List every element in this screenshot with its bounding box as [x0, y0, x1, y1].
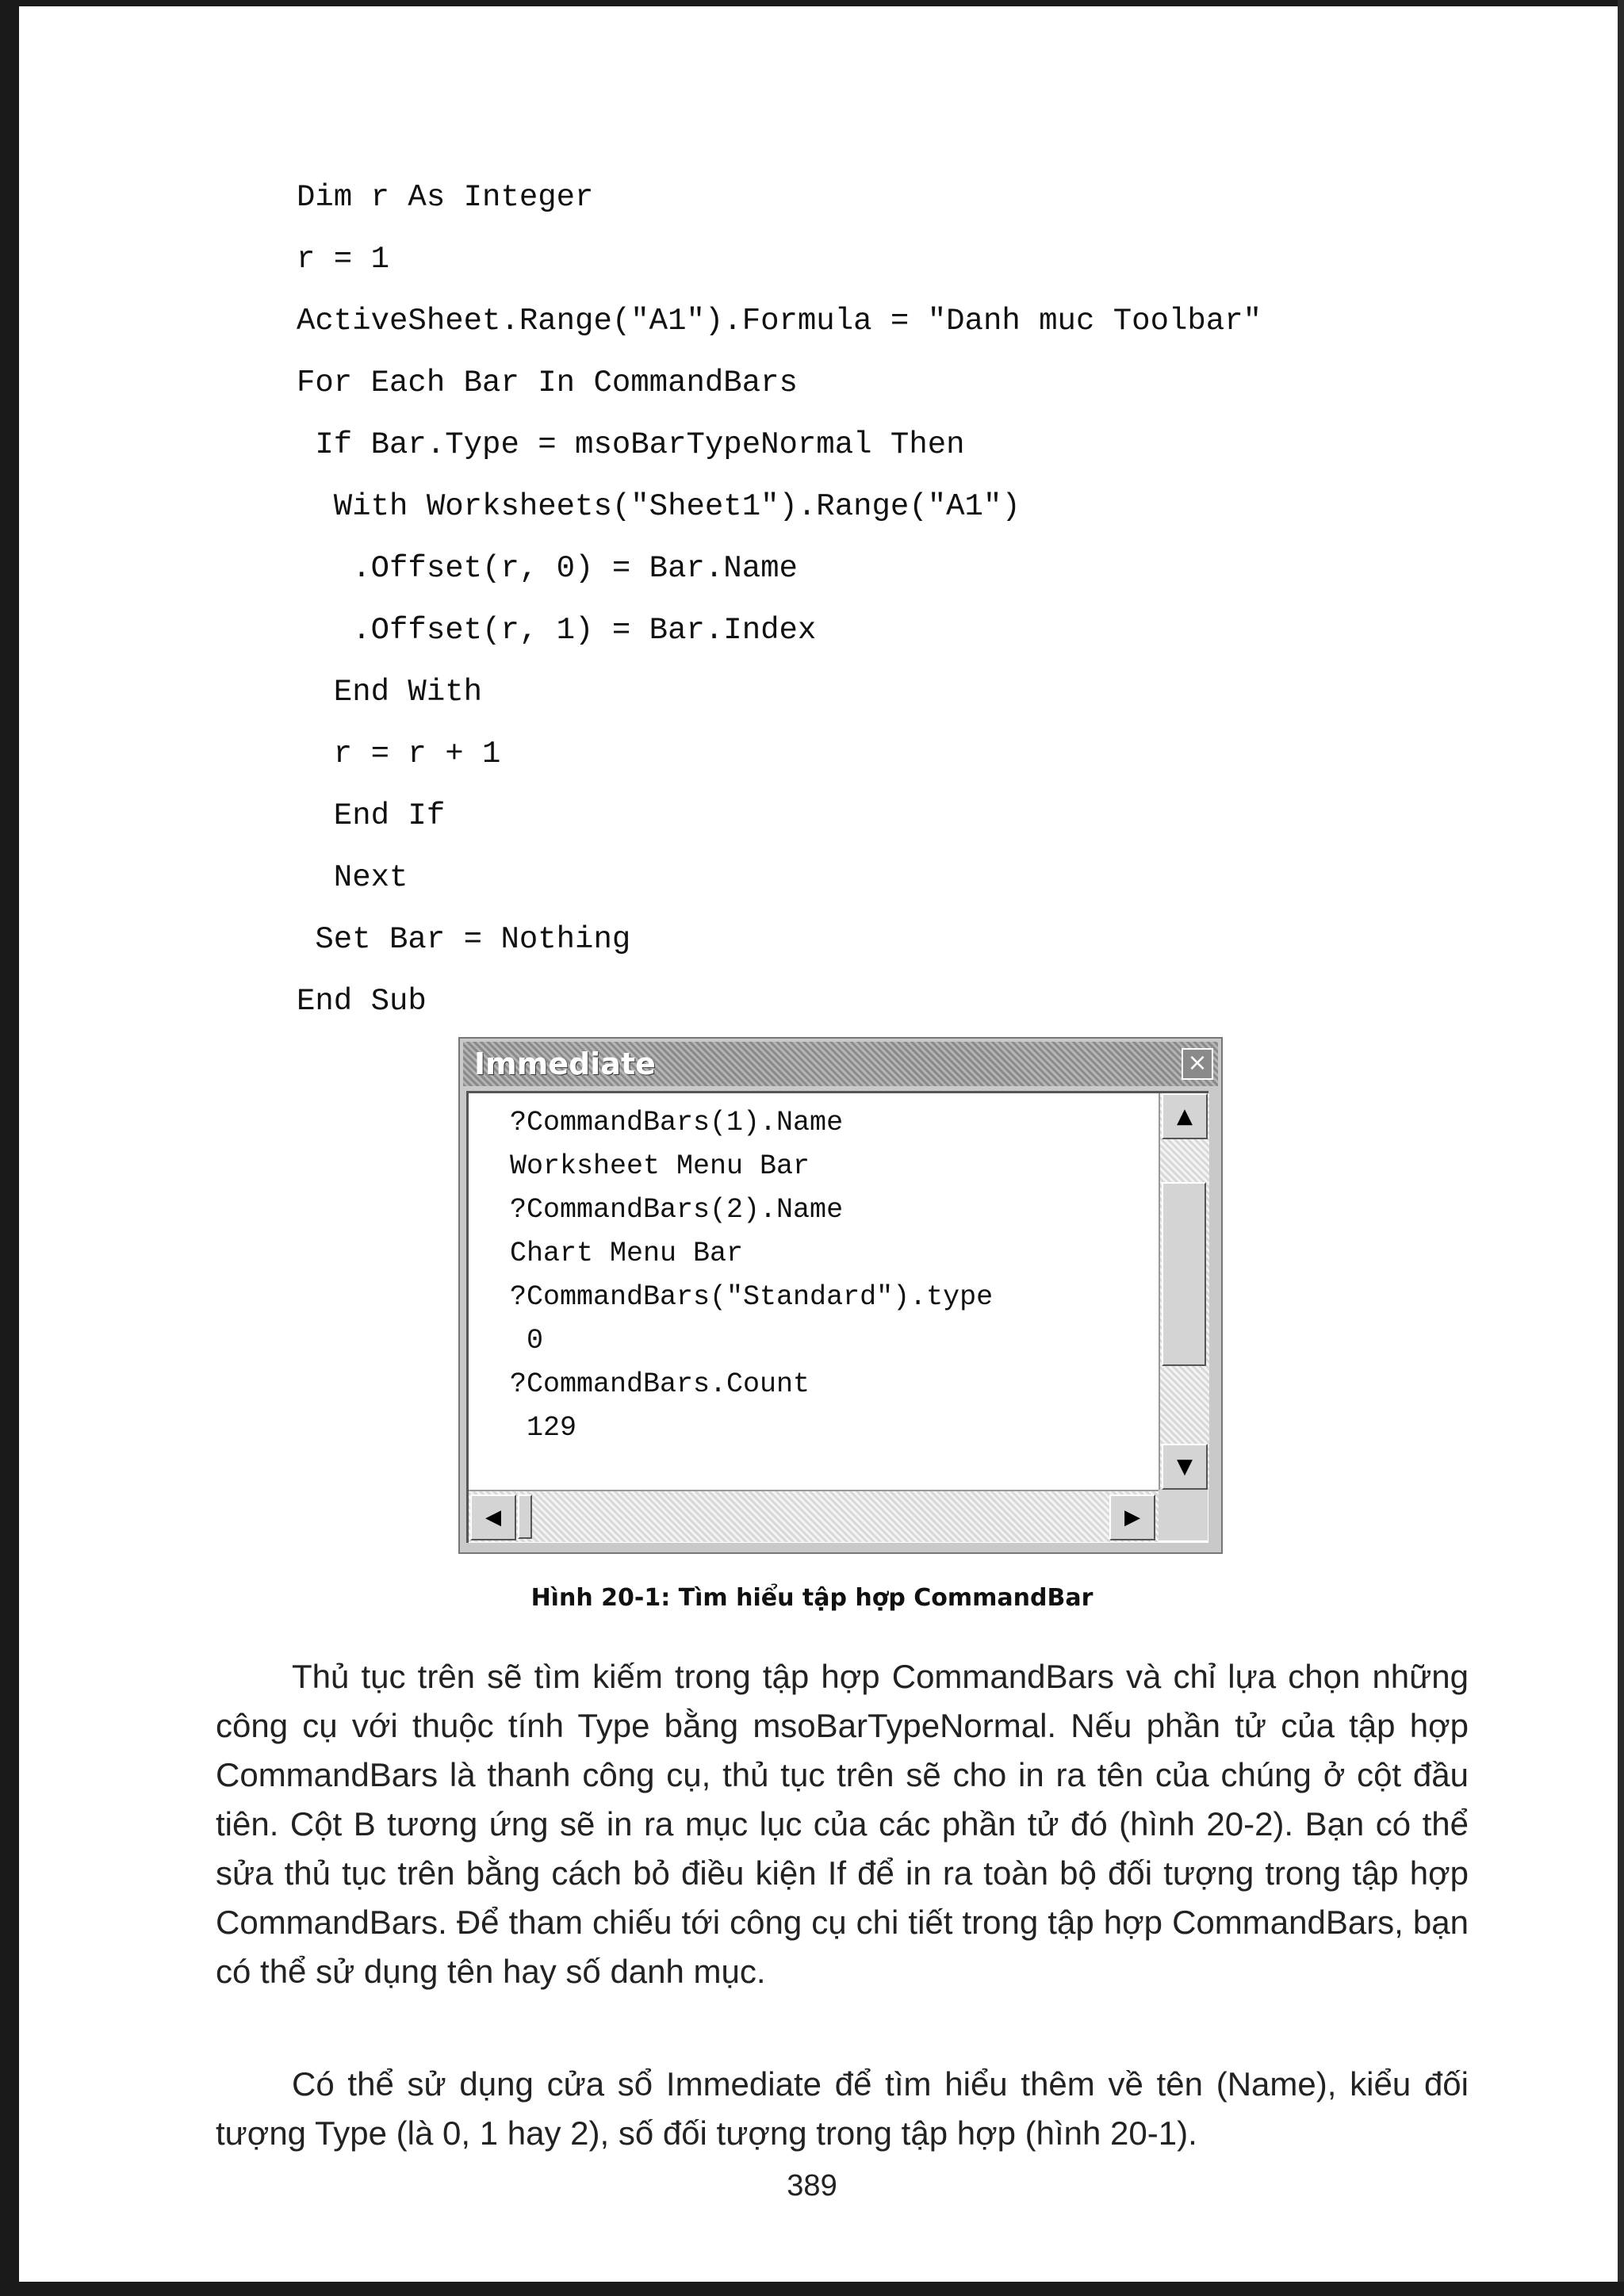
code-line: End Sub [297, 984, 427, 1019]
arrow-down-icon: ▼ [1177, 1455, 1193, 1479]
scan-border-top [0, 0, 1624, 6]
immediate-line: 0 [510, 1325, 544, 1357]
scan-border-bottom [0, 2282, 1624, 2296]
code-line: Dim r As Integer [297, 180, 594, 215]
scroll-down-button[interactable] [1162, 1444, 1208, 1490]
arrow-right-icon: ▶ [1124, 1506, 1140, 1529]
scan-border-right [1618, 0, 1624, 2296]
arrow-up-icon: ▲ [1177, 1104, 1193, 1128]
vertical-scrollbar[interactable] [1159, 1093, 1209, 1490]
immediate-window-text-area[interactable] [466, 1091, 1208, 1543]
immediate-window-title: Immediate [474, 1047, 656, 1081]
immediate-line: ?CommandBars(1).Name [510, 1107, 844, 1138]
code-line: ActiveSheet.Range("A1").Formula = "Danh muc Toolbar" [297, 304, 1262, 339]
code-line: .Offset(r, 1) = Bar.Index [297, 613, 817, 648]
code-line: If Bar.Type = msoBarTypeNormal Then [297, 427, 965, 462]
code-line: .Offset(r, 0) = Bar.Name [297, 551, 798, 586]
horizontal-scroll-thumb[interactable] [518, 1494, 532, 1539]
immediate-line: Chart Menu Bar [510, 1238, 744, 1269]
code-line: Set Bar = Nothing [297, 922, 631, 957]
immediate-line: ?CommandBars("Standard").type [510, 1281, 994, 1313]
body-paragraph: Thủ tục trên sẽ tìm kiếm trong tập hợp CommandBars và chỉ lựa chọn những công cụ với thuộc tính Type bằng msoBarTypeNormal. Nếu phần tử của tập hợp CommandBars là thanh công cụ, thủ tục trên sẽ cho in ra tên của chúng ở cột đầu tiên. Cột B tương ứng sẽ in ra mục lục của các phần tử đó (hình 20-2). Bạn có thể sửa thủ tục trên bằng cách bỏ điều kiện If để in ra toàn bộ đối tượng trong tập hợp CommandBars. Để tham chiếu tới công cụ chi tiết trong tập hợp CommandBars, bạn có thể sử dụng tên hay số danh mục. [216, 1658, 1469, 1990]
horizontal-scrollbar[interactable] [469, 1490, 1159, 1542]
immediate-output [510, 1101, 993, 1450]
scroll-up-button[interactable] [1162, 1093, 1208, 1139]
code-line: End With [297, 675, 483, 710]
arrow-left-icon: ◀ [485, 1506, 501, 1529]
vertical-scroll-thumb[interactable] [1162, 1182, 1206, 1366]
immediate-line: 129 [510, 1412, 577, 1444]
code-line: With Worksheets("Sheet1").Range("A1") [297, 489, 1021, 524]
scrollbar-corner [1159, 1490, 1208, 1540]
scroll-left-button[interactable] [470, 1494, 516, 1540]
scan-border-left [0, 0, 19, 2296]
scroll-right-button[interactable] [1109, 1494, 1155, 1540]
code-line: For Each Bar In CommandBars [297, 365, 798, 400]
immediate-line: ?CommandBars.Count [510, 1368, 810, 1400]
body-paragraph: Có thể sử dụng cửa sổ Immediate để tìm hiểu thêm về tên (Name), kiểu đối tượng Type (là 0, 1 hay 2), số đối tượng trong tập hợp (hình 20-1). [216, 2065, 1469, 2152]
code-line: End If [297, 798, 446, 833]
close-button[interactable] [1182, 1048, 1213, 1080]
page-number: 389 [787, 2169, 837, 2202]
code-line: Next [297, 860, 408, 895]
code-listing [297, 176, 1262, 1042]
code-line: r = 1 [297, 242, 390, 277]
immediate-window-titlebar[interactable] [463, 1042, 1218, 1086]
code-line: r = r + 1 [297, 737, 501, 771]
figure-caption: Hình 20-1: Tìm hiểu tập hợp CommandBar [530, 1584, 1094, 1612]
close-icon: × [1187, 1049, 1208, 1077]
immediate-line: ?CommandBars(2).Name [510, 1194, 844, 1226]
immediate-line: Worksheet Menu Bar [510, 1150, 810, 1182]
immediate-window [458, 1037, 1223, 1554]
